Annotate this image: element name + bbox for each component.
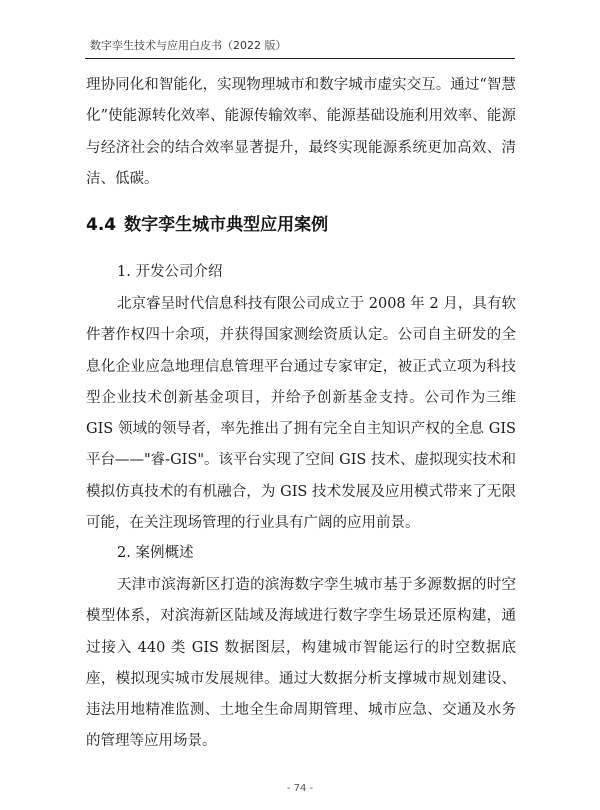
section-number: 4.4	[86, 215, 117, 235]
section-heading	[86, 210, 328, 240]
subheading-case-overview: 2. 案例概述	[117, 545, 194, 561]
page-number: - 74 -	[286, 783, 314, 794]
running-header	[85, 34, 515, 59]
body-paragraph-company: 北京睿呈时代信息科技有限公司成立于 2008 年 2 月，具有软件著作权四十余项，并获得国家测绘资质认定。公司自主研发的全息化企业应急地理信息管理平台通过专家审定，被正式立项为科技型企业技术创新基金项目，并给予创新基金支持。公司作为三维 GIS 领域的领导者，率先推出了拥有完全自主知识产权的全息 GIS 平台——"睿-GIS"。该平台实现了空间 GIS 技术、虚拟现实技术和模拟仿真技术的有机融合，为 GIS 技术发展及应用模式带来了无限可能，在关注现场管理的行业具有广阔的应用前景。	[86, 296, 516, 532]
body-paragraph-continued: 理协同化和智能化，实现物理城市和数字城市虚实交互。通过“智慧化”使能源转化效率、能源传输效率、能源基础设施利用效率、能源与经济社会的结合效率显著提升，最终实现能源系统更加高效、清洁、低碳。	[86, 77, 516, 187]
subheading-company-intro: 1. 开发公司介绍	[117, 264, 223, 280]
body-paragraph-case: 天津市滨海新区打造的滨海数字孪生城市基于多源数据的时空模型体系，对滨海新区陆域及海域进行数字孪生场景还原构建，通过接入 440 类 GIS 数据图层，构建城市智能运行的时空数据底座，模拟现实城市发展规律。通过大数据分析支撑城市规划建设、违法用地精准监测、土地全生命周期管理、城市应急、交通及水务的管理等应用场景。	[86, 577, 516, 750]
header-title: 数字孪生技术与应用白皮书（2022 版）	[90, 39, 287, 52]
section-title: 数字孪生城市典型应用案例	[124, 215, 329, 235]
